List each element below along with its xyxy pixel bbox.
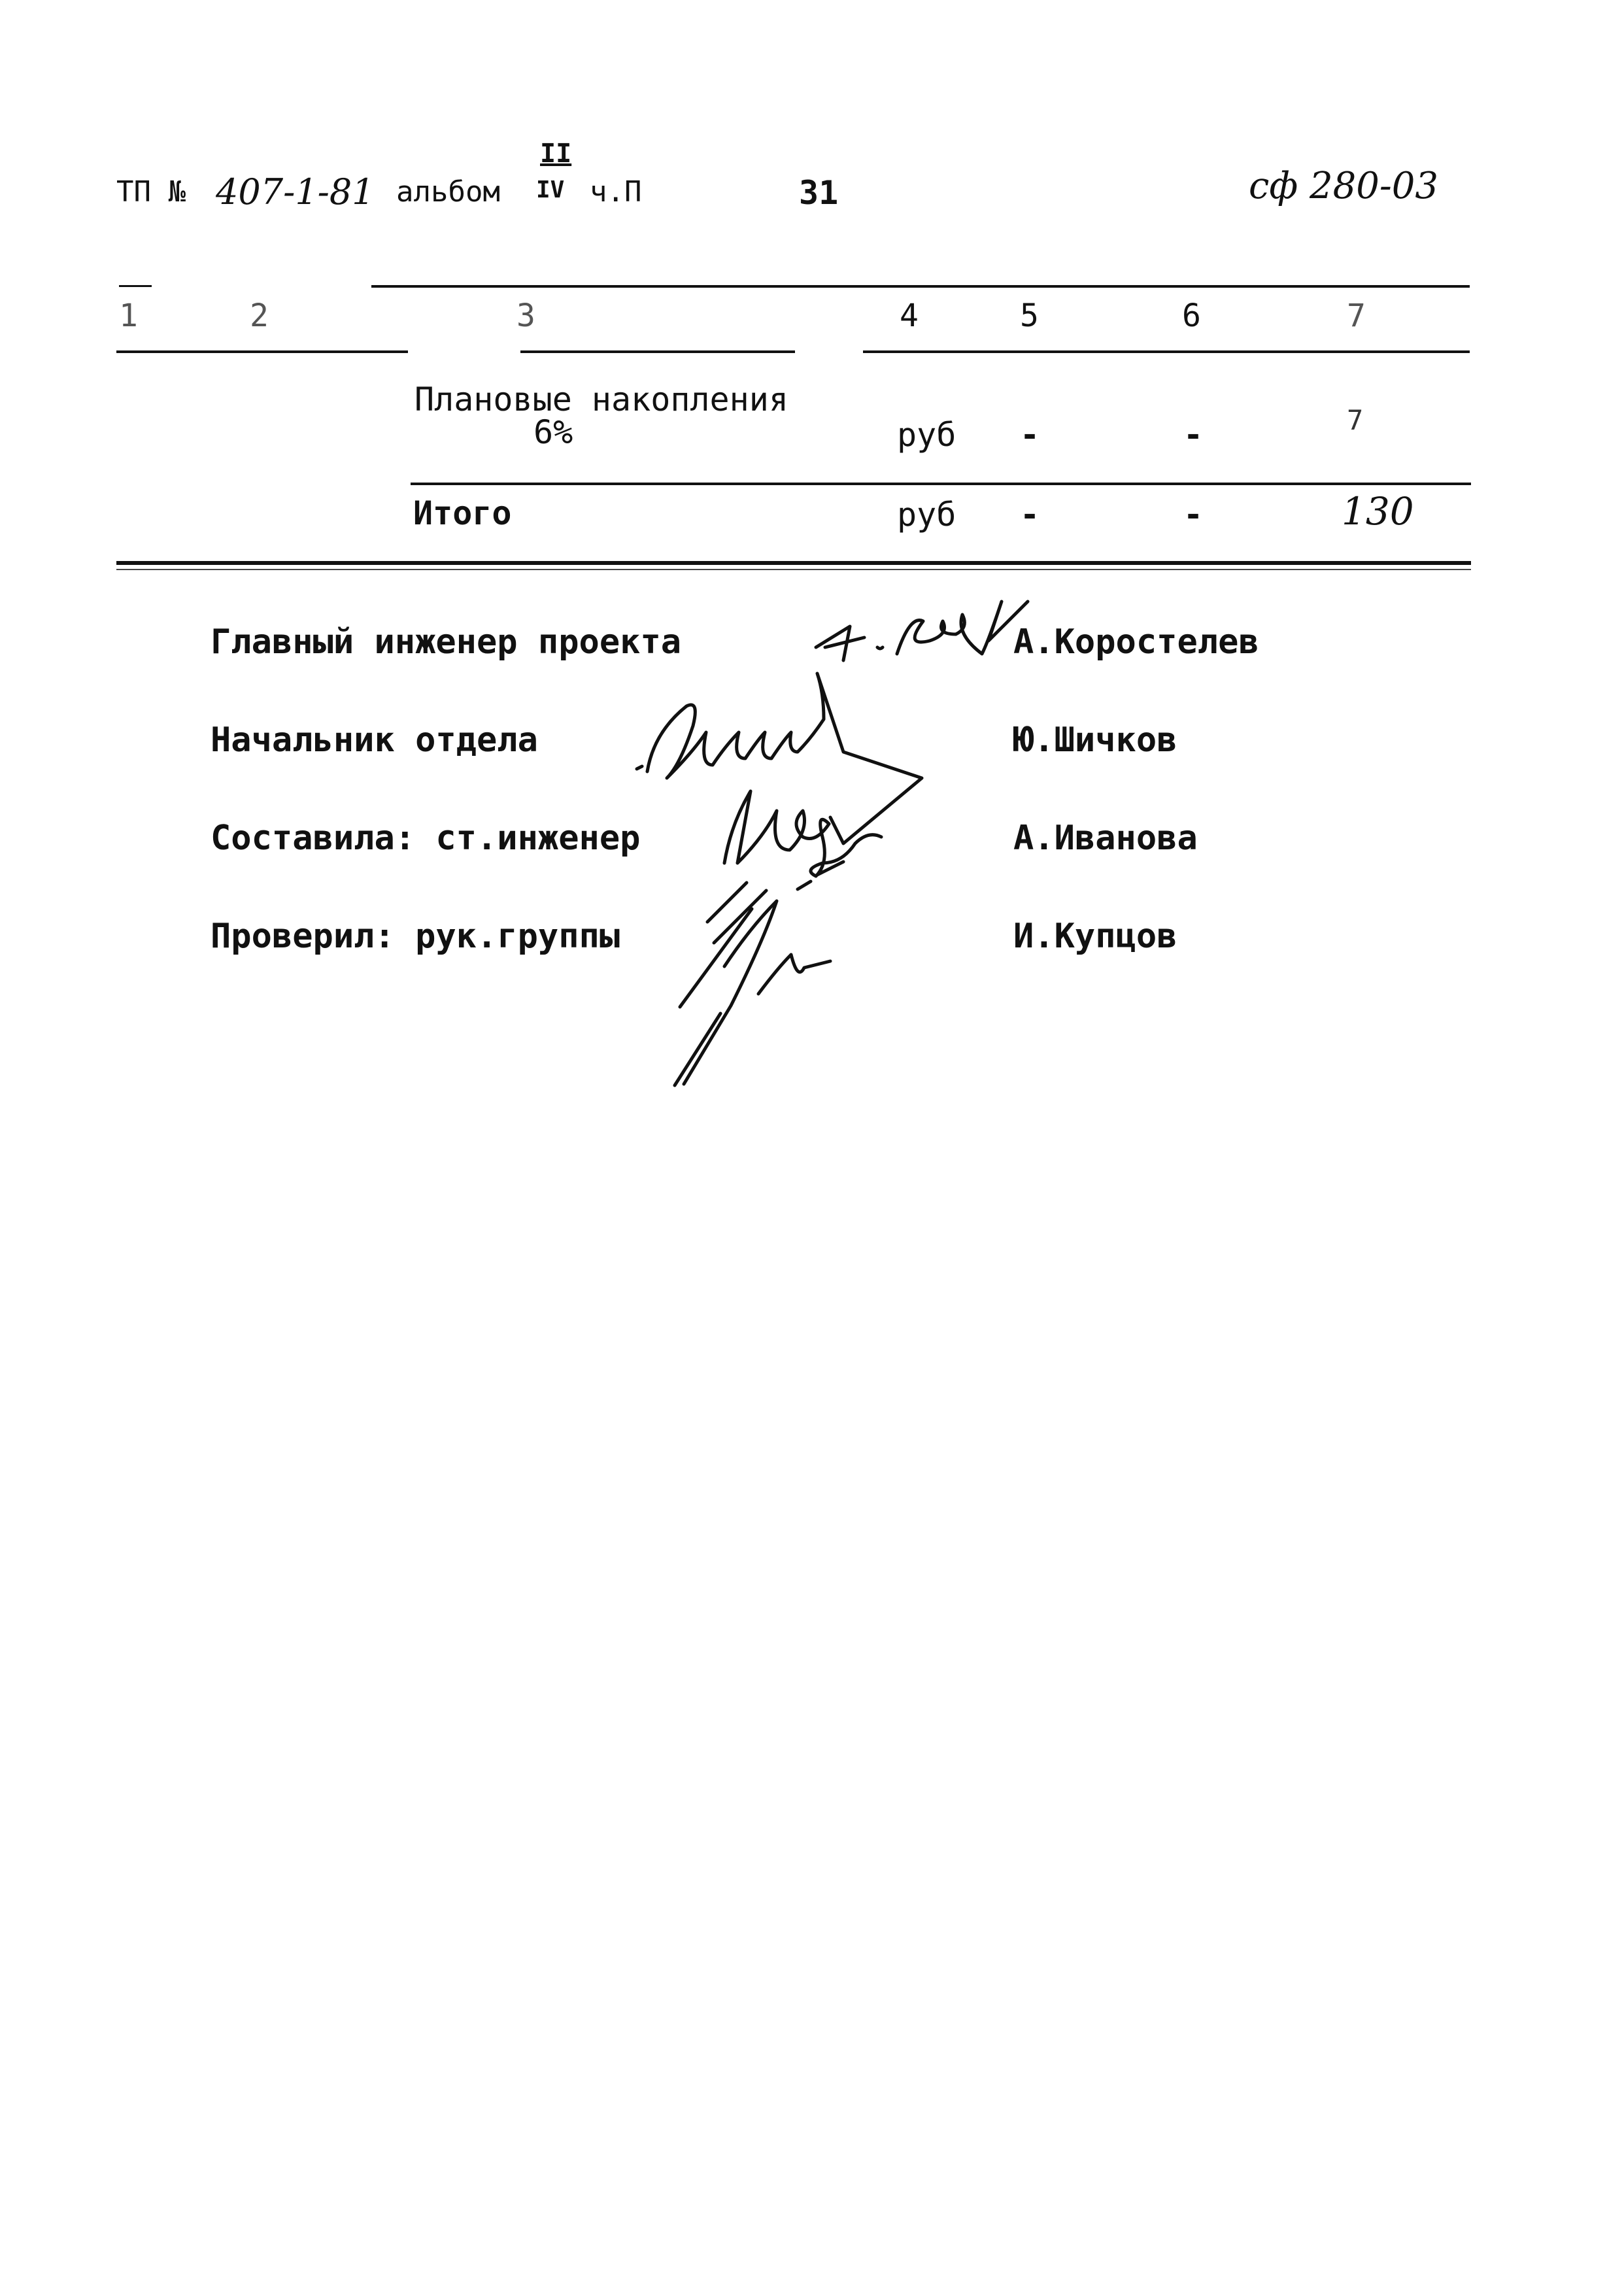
page-number: 31 [799,174,839,212]
row-col7: 130 [1342,489,1414,534]
column-number-2: 2 [250,298,269,334]
doc-number: 407-1-81 [216,171,375,212]
row-col7: 7 [1347,404,1364,436]
signature-name: А.Иванова [1013,819,1198,858]
signature-name: И.Купцов [1013,917,1177,956]
doc-prefix: ТП № [116,175,186,209]
album-roman-top: II [540,139,572,169]
signature-name: Ю.Шичков [1013,721,1177,760]
signature-title: Начальник отдела [211,721,538,760]
album-roman-bottom: IV [536,177,565,203]
row-name: Плановые накопления [414,381,788,418]
signature-title: Главный инженер проекта [211,622,682,662]
column-number-7: 7 [1347,298,1366,334]
signature-title: Составила: ст.инженер [211,819,641,858]
signature-title: Проверил: рук.группы [211,917,620,956]
row-unit: руб [897,496,956,534]
row-name-sub: 6% [533,413,573,451]
row-col5: - [1020,496,1040,534]
row-col6: - [1183,496,1204,534]
signature-name: А.Коростелев [1013,622,1259,662]
row-col5: - [1020,416,1040,454]
album-label: альбом [396,175,500,209]
signature-stroke-1 [816,602,1028,660]
row-unit: руб [897,416,956,454]
column-number-5: 5 [1020,298,1039,334]
signature-stroke-2 [647,673,922,843]
column-number-1: 1 [119,298,138,334]
row-col6: - [1183,416,1204,454]
signature-stroke-2b [637,766,642,769]
signature-stroke-4 [675,883,830,1085]
column-number-4: 4 [900,298,919,334]
doc-code: сф 280-03 [1249,165,1439,207]
column-number-6: 6 [1182,298,1201,334]
signature-stroke-3 [724,791,881,889]
column-number-3: 3 [516,298,535,334]
part-label: ч.П [590,175,642,209]
row-name: Итого [413,494,512,532]
